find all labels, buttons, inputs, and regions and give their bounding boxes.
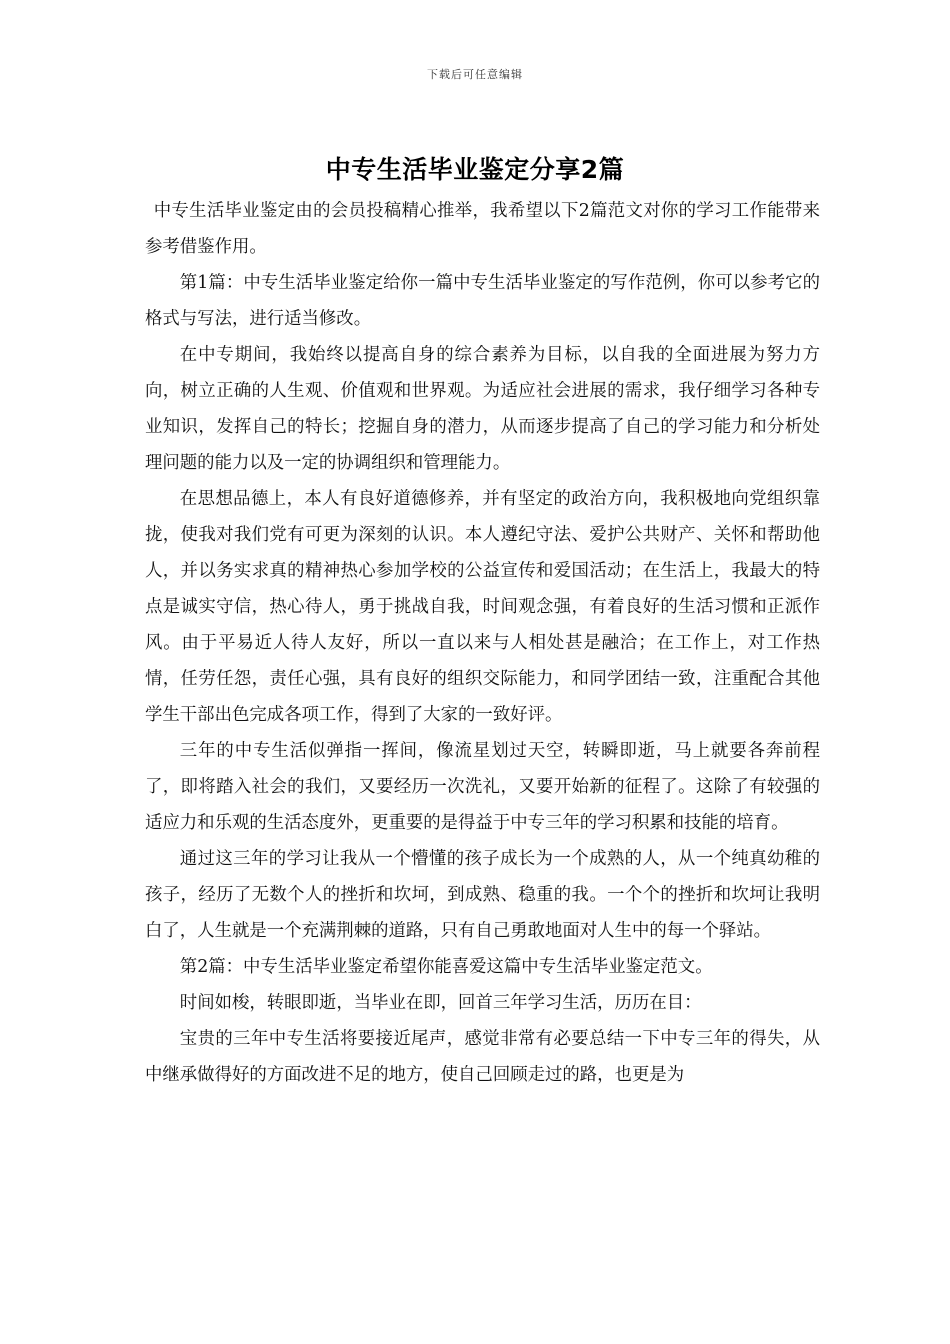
paragraph-intro: 中专生活毕业鉴定由的会员投稿精心推举，我希望以下2篇范文对你的学习工作能带来参考借鉴作用。 bbox=[145, 201, 820, 257]
header-note: 下载后可任意编辑 bbox=[427, 68, 523, 81]
paragraph-part1-heading: 第1篇：中专生活毕业鉴定给你一篇中专生活毕业鉴定的写作范例，你可以参考它的格式与写法，进行适当修改。 bbox=[145, 273, 820, 329]
paragraph: 在思想品德上，本人有良好道德修养，并有坚定的政治方向，我积极地向党组织靠拢，使我对我们党有可更为深刻的认识。本人遵纪守法、爱护公共财产、关怀和帮助他人，并以务实求真的精神热心参加学校的公益宣传和爱国活动；在生活上，我最大的特点是诚实守信，热心待人，勇于挑战自我，时间观念强，有着良好的生活习惯和正派作风。由于平易近人待人友好，所以一直以来与人相处甚是融洽；在工作上，对工作热情，任劳任怨，责任心强，具有良好的组织交际能力，和同学团结一致，注重配合其他学生干部出色完成各项工作，得到了大家的一致好评。 bbox=[145, 489, 820, 725]
paragraph: 三年的中专生活似弹指一挥间，像流星划过天空，转瞬即逝，马上就要各奔前程了，即将踏入社会的我们，又要经历一次洗礼，又要开始新的征程了。这除了有较强的适应力和乐观的生活态度外，更重要的是得益于中专三年的学习积累和技能的培育。 bbox=[145, 741, 820, 833]
paragraph-part2-heading: 第2篇：中专生活毕业鉴定希望你能喜爱这篇中专生活毕业鉴定范文。 bbox=[179, 957, 713, 977]
document-title: 中专生活毕业鉴定分享2篇 bbox=[325, 155, 625, 184]
paragraph: 时间如梭，转眼即逝，当毕业在即，回首三年学习生活，历历在目： bbox=[179, 993, 702, 1013]
document-body bbox=[145, 193, 820, 1093]
paragraph: 在中专期间，我始终以提高自身的综合素养为目标，以自我的全面进展为努力方向，树立正确的人生观、价值观和世界观。为适应社会进展的需求，我仔细学习各种专业知识，发挥自己的特长；挖掘自身的潜力，从而逐步提高了自己的学习能力和分析处理问题的能力以及一定的协调组织和管理能力。 bbox=[145, 345, 820, 473]
paragraph: 通过这三年的学习让我从一个懵懂的孩子成长为一个成熟的人，从一个纯真幼稚的孩子，经历了无数个人的挫折和坎坷，到成熟、稳重的我。一个个的挫折和坎坷让我明白了，人生就是一个充满荆棘的道路，只有自己勇敢地面对人生中的每一个驿站。 bbox=[145, 849, 820, 941]
paragraph: 宝贵的三年中专生活将要接近尾声，感觉非常有必要总结一下中专三年的得失，从中继承做得好的方面改进不足的地方，使自己回顾走过的路，也更是为 bbox=[145, 1029, 820, 1085]
